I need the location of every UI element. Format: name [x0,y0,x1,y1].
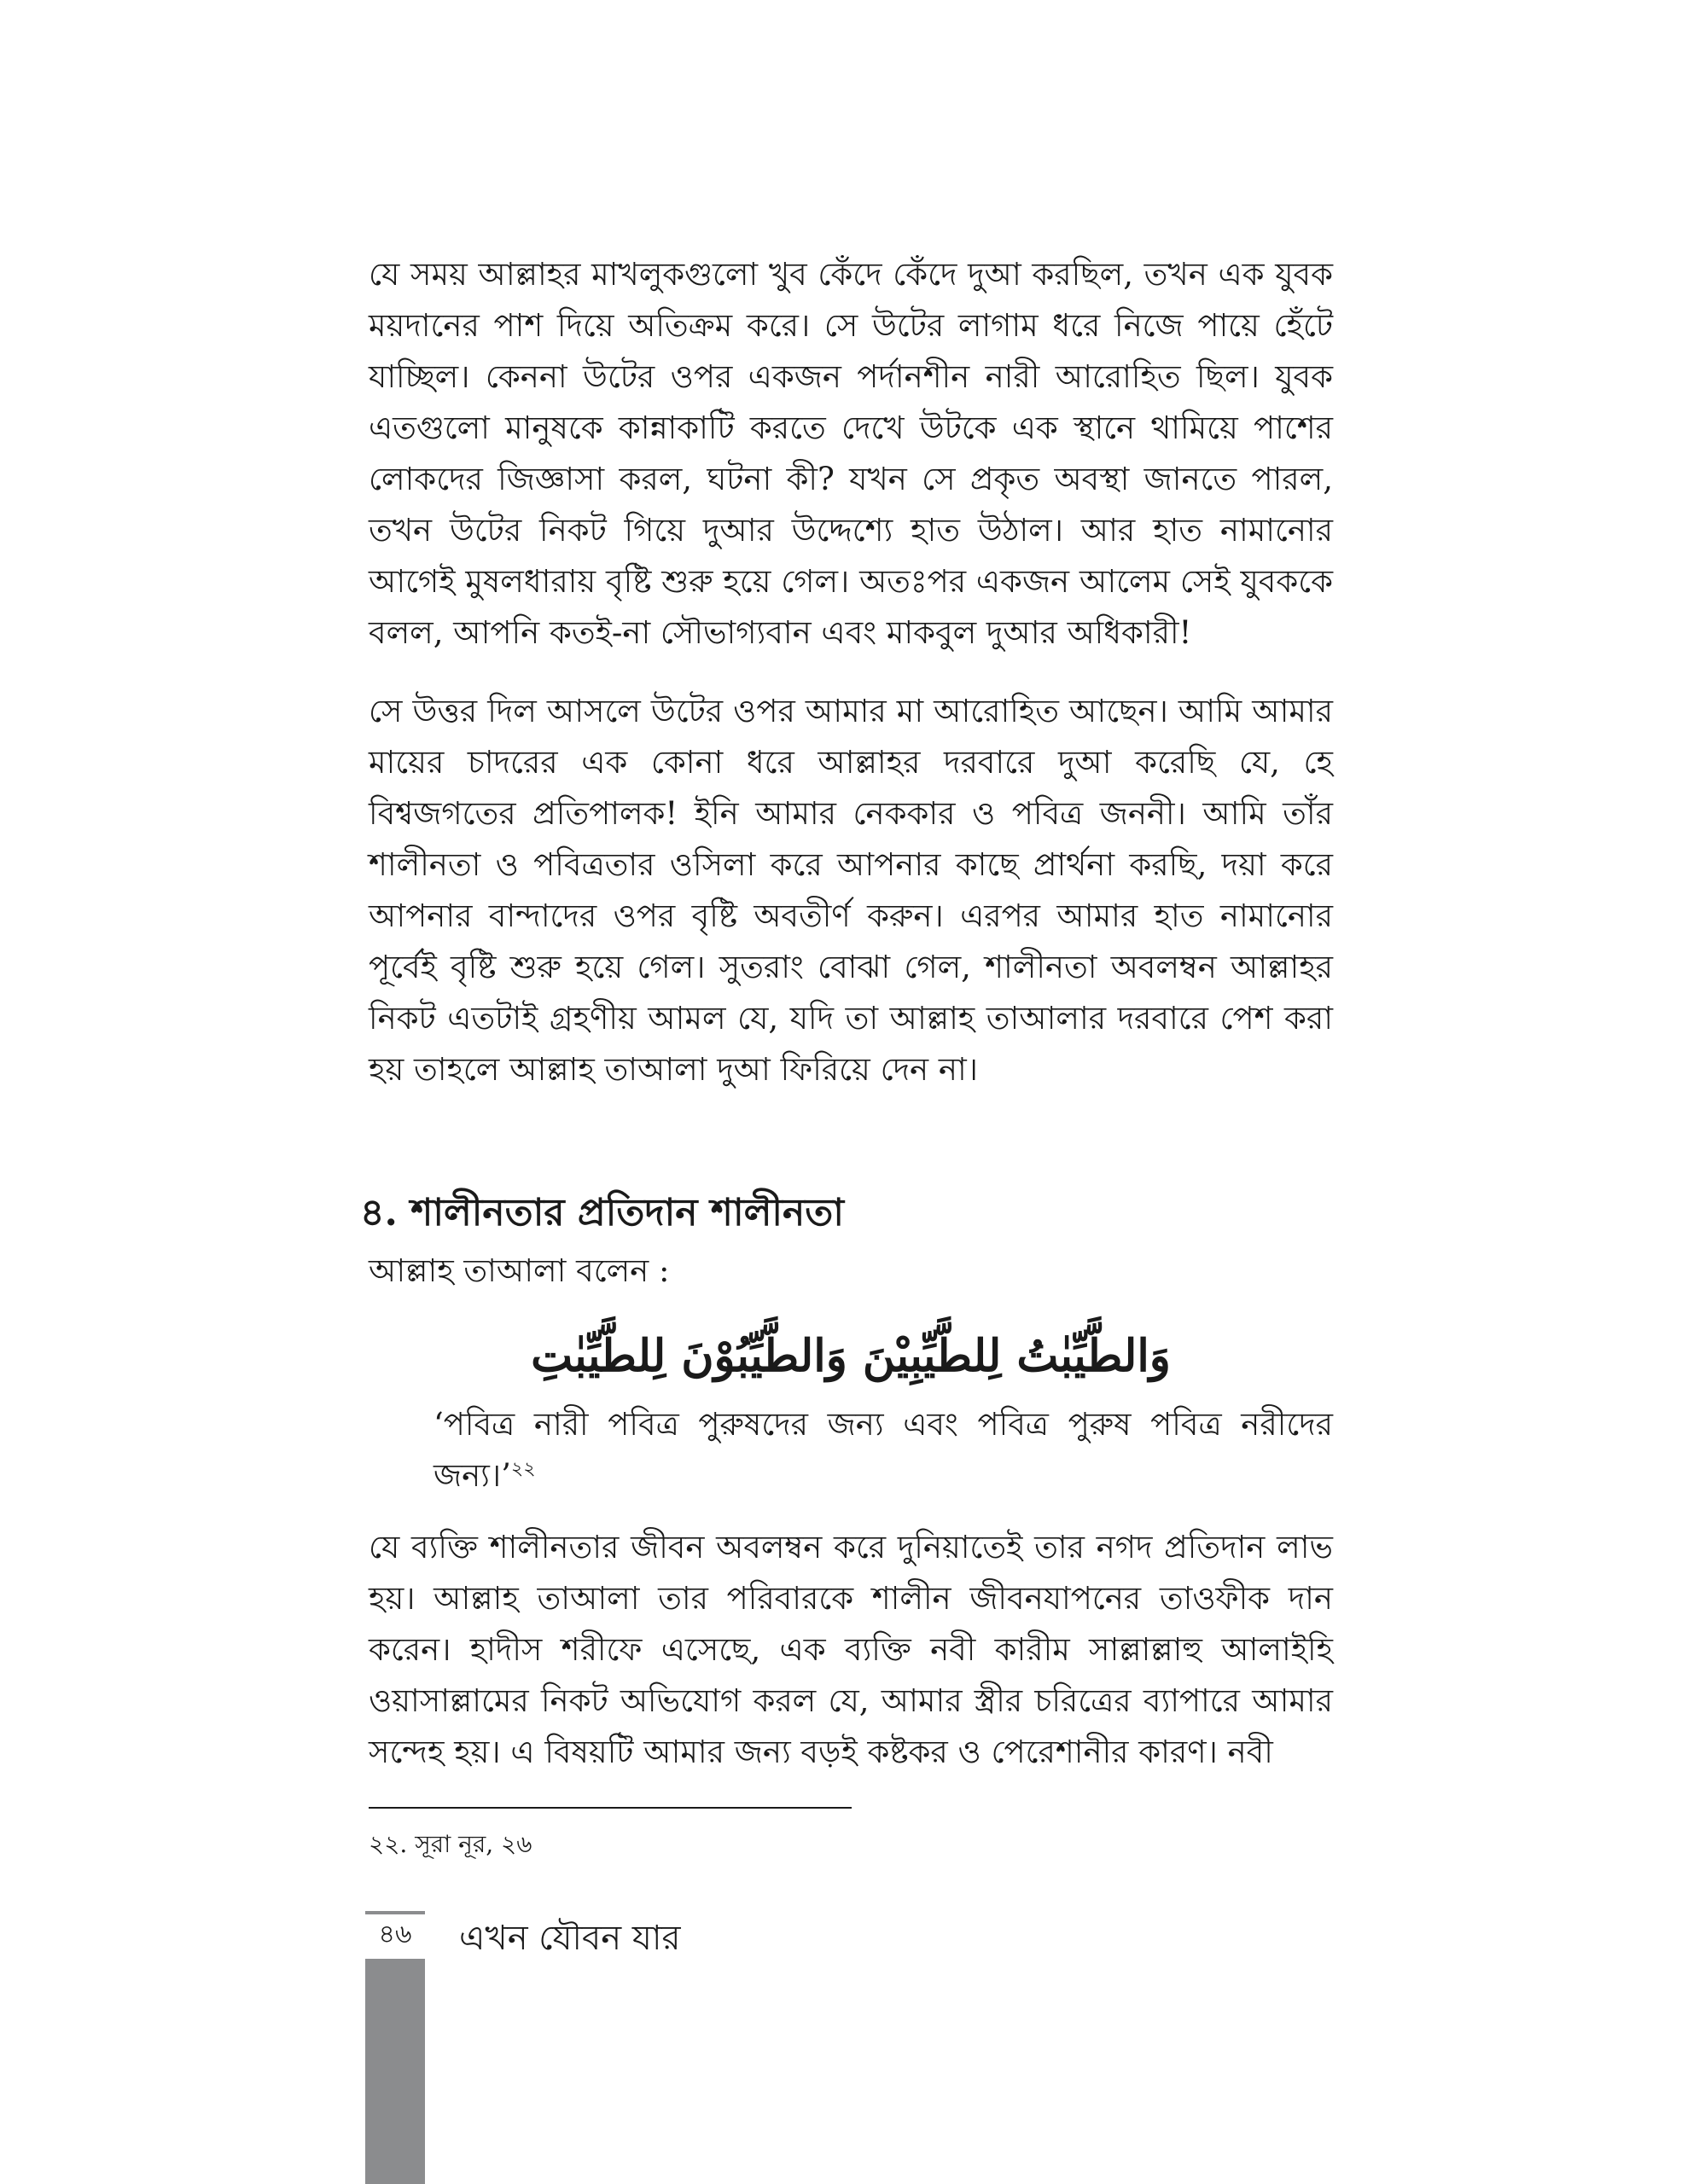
running-footer-title: এখন যৌবন যার [459,1919,681,1958]
body-paragraph-3: যে ব্যক্তি শালীনতার জীবন অবলম্বন করে দুনিয়াতেই তার নগদ প্রতিদান লাভ হয়। আল্লাহ তাআলা তার পরিবারকে শালীন জীবনযাপনের তাওফীক দান করেন। হাদীস শরীফে এসেছে, এক ব্যক্তি নবী কারীম সাল্লাল্লাহু আলাইহি ওয়াসাল্লামের নিকট অভিযোগ করল যে, আমার স্ত্রীর চরিত্রের ব্যাপারে আমার সন্দেহ হয়। এ বিষয়টি আমার জন্য বড়ই কষ্টকর ও পেরেশানীর কারণ। নবী [369,1529,1333,1770]
translation-text: ‘পবিত্র নারী পবিত্র পুরুষদের জন্য এবং পবিত্র পুরুষ পবিত্র নরীদের জন্য।’ [434,1406,1333,1494]
arabic-verse: وَالطَّيِّبٰتُ لِلطَّيِّبِيْنَ وَالطَّيِّبُوْنَ لِلطَّيِّبٰتِ [531,1330,1171,1382]
quote-intro: আল্লাহ তাআলা বলেন : [369,1252,670,1289]
verse-translation [434,1399,1333,1502]
body-paragraph-2: সে উত্তর দিল আসলে উটের ওপর আমার মা আরোহিত আছেন। আমি আমার মায়ের চাদরের এক কোনা ধরে আল্লাহর দরবারে দুআ করেছি যে, হে বিশ্বজগতের প্রতিপালক! ইনি আমার নেককার ও পবিত্র জননী। আমি তাঁর শালীনতা ও পবিত্রতার ওসিলা করে আপনার কাছে প্রার্থনা করছি, দয়া করে আপনার বান্দাদের ওপর বৃষ্টি অবতীর্ণ করুন। এরপর আমার হাত নামানোর পূর্বেই বৃষ্টি শুরু হয়ে গেল। সুতরাং বোঝা গেল, শালীনতা অবলম্বন আল্লাহর নিকট এতটাই গ্রহণীয় আমল যে, যদি তা আল্লাহ তাআলার দরবারে পেশ করা হয় তাহলে আল্লাহ তাআলা দুআ ফিরিয়ে দেন না। [369,693,1333,1088]
page-number: ৪৬ [365,1911,425,1959]
section-heading: ৪. শালীনতার প্রতিদান শালীনতা [360,1191,845,1234]
footnote-divider [369,1807,852,1809]
footnote: ২২. সূরা নূর, ২৬ [369,1830,532,1858]
body-paragraph-1: যে সময় আল্লাহর মাখলুকগুলো খুব কেঁদে কেঁদে দুআ করছিল, তখন এক যুবক ময়দানের পাশ দিয়ে অতিক্রম করে। সে উটের লাগাম ধরে নিজে পায়ে হেঁটে যাচ্ছিল। কেননা উটের ওপর একজন পর্দানশীন নারী আরোহিত ছিল। যুবক এতগুলো মানুষকে কান্নাকাটি করতে দেখে উটকে এক স্থানে থামিয়ে পাশের লোকদের জিজ্ঞাসা করল, ঘটনা কী? যখন সে প্রকৃত অবস্থা জানতে পারল, তখন উটের নিকট গিয়ে দুআর উদ্দেশ্যে হাত উঠাল। আর হাত নামানোর আগেই মুষলধারায় বৃষ্টি শুরু হয়ে গেল। অতঃপর একজন আলেম সেই যুবককে বলল, আপনি কতই-না সৌভাগ্যবান এবং মাকবুল দুআর অধিকারী! [369,256,1333,651]
footnote-marker: ২২ [510,1458,536,1480]
